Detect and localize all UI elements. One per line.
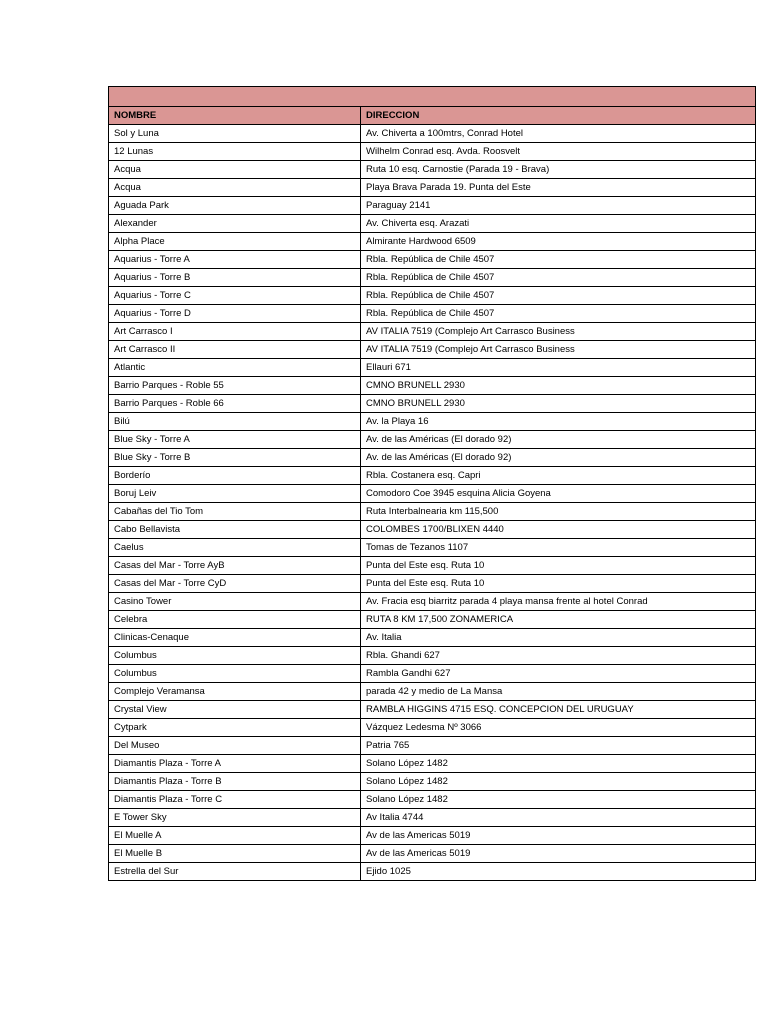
table-row xyxy=(109,377,756,395)
spreadsheet xyxy=(108,86,755,881)
cell-nombre: Art Carrasco II xyxy=(109,341,361,359)
header-row xyxy=(109,107,756,125)
table-row xyxy=(109,395,756,413)
cell-nombre: Barrio Parques - Roble 66 xyxy=(109,395,361,413)
cell-direccion: Ruta Interbalnearia km 115,500 xyxy=(361,503,756,521)
cell-direccion: Rbla. República de Chile 4507 xyxy=(361,287,756,305)
cell-direccion: Wilhelm Conrad esq. Avda. Roosvelt xyxy=(361,143,756,161)
table-row xyxy=(109,485,756,503)
table-row xyxy=(109,701,756,719)
table-row xyxy=(109,449,756,467)
cell-nombre: Alexander xyxy=(109,215,361,233)
cell-nombre: Alpha Place xyxy=(109,233,361,251)
cell-nombre: Diamantis Plaza - Torre C xyxy=(109,791,361,809)
cell-nombre: Diamantis Plaza - Torre A xyxy=(109,755,361,773)
table-row xyxy=(109,503,756,521)
cell-nombre: El Muelle B xyxy=(109,845,361,863)
cell-direccion: Paraguay 2141 xyxy=(361,197,756,215)
cell-direccion: Av. Fracia esq biarritz parada 4 playa mansa frente al hotel Conrad xyxy=(361,593,756,611)
cell-direccion: Av. de las Américas (El dorado 92) xyxy=(361,449,756,467)
column-header-direccion: DIRECCION xyxy=(361,107,756,125)
cell-nombre: Diamantis Plaza - Torre B xyxy=(109,773,361,791)
cell-direccion: Rbla. Costanera esq. Capri xyxy=(361,467,756,485)
cell-direccion: Av Italia 4744 xyxy=(361,809,756,827)
cell-direccion: Comodoro Coe 3945 esquina Alicia Goyena xyxy=(361,485,756,503)
table-title xyxy=(109,87,756,107)
cell-nombre: Cabo Bellavista xyxy=(109,521,361,539)
cell-nombre: Atlantic xyxy=(109,359,361,377)
cell-direccion: Rbla. Ghandi 627 xyxy=(361,647,756,665)
table-row xyxy=(109,359,756,377)
cell-direccion: Ruta 10 esq. Carnostie (Parada 19 - Brava) xyxy=(361,161,756,179)
table-row xyxy=(109,755,756,773)
table-row xyxy=(109,161,756,179)
title-row xyxy=(109,87,756,107)
cell-direccion: Av. Chiverta a 100mtrs, Conrad Hotel xyxy=(361,125,756,143)
cell-nombre: Caelus xyxy=(109,539,361,557)
table-row xyxy=(109,557,756,575)
cell-nombre: Blue Sky - Torre B xyxy=(109,449,361,467)
cell-direccion: CMNO BRUNELL 2930 xyxy=(361,377,756,395)
cell-nombre: Casas del Mar - Torre CyD xyxy=(109,575,361,593)
table-row xyxy=(109,413,756,431)
table-row xyxy=(109,719,756,737)
table-row xyxy=(109,143,756,161)
table-row xyxy=(109,629,756,647)
cell-nombre: Borderío xyxy=(109,467,361,485)
cell-direccion: Av de las Americas 5019 xyxy=(361,845,756,863)
cell-direccion: Av. de las Américas (El dorado 92) xyxy=(361,431,756,449)
cell-nombre: Aquarius - Torre C xyxy=(109,287,361,305)
cell-direccion: Av. la Playa 16 xyxy=(361,413,756,431)
cell-direccion: Tomas de Tezanos 1107 xyxy=(361,539,756,557)
cell-direccion: Ejido 1025 xyxy=(361,863,756,881)
cell-nombre: Crystal View xyxy=(109,701,361,719)
table-row xyxy=(109,539,756,557)
cell-nombre: Columbus xyxy=(109,647,361,665)
table-row xyxy=(109,323,756,341)
table-row xyxy=(109,665,756,683)
cell-nombre: Acqua xyxy=(109,161,361,179)
cell-nombre: Sol y Luna xyxy=(109,125,361,143)
cell-nombre: Casas del Mar - Torre AyB xyxy=(109,557,361,575)
cell-direccion: Rambla Gandhi 627 xyxy=(361,665,756,683)
cell-direccion: Rbla. República de Chile 4507 xyxy=(361,269,756,287)
table-row xyxy=(109,431,756,449)
cell-nombre: Columbus xyxy=(109,665,361,683)
table-row xyxy=(109,233,756,251)
table-row xyxy=(109,575,756,593)
cell-direccion: Patria 765 xyxy=(361,737,756,755)
cell-direccion: Almirante Hardwood 6509 xyxy=(361,233,756,251)
cell-direccion: Punta del Este esq. Ruta 10 xyxy=(361,557,756,575)
table-row xyxy=(109,269,756,287)
table-row xyxy=(109,845,756,863)
table-row xyxy=(109,197,756,215)
table-row xyxy=(109,593,756,611)
cell-direccion: parada 42 y medio de La Mansa xyxy=(361,683,756,701)
cell-nombre: Bilú xyxy=(109,413,361,431)
table-row xyxy=(109,791,756,809)
cell-direccion: RAMBLA HIGGINS 4715 ESQ. CONCEPCION DEL URUGUAY xyxy=(361,701,756,719)
cell-nombre: Cabañas del Tio Tom xyxy=(109,503,361,521)
cell-direccion: Av. Chiverta esq. Arazati xyxy=(361,215,756,233)
cell-direccion: Solano López 1482 xyxy=(361,791,756,809)
table-row xyxy=(109,305,756,323)
cell-direccion: AV ITALIA 7519 (Complejo Art Carrasco Business xyxy=(361,341,756,359)
table-row xyxy=(109,467,756,485)
table-row xyxy=(109,287,756,305)
cell-nombre: Estrella del Sur xyxy=(109,863,361,881)
cell-nombre: Acqua xyxy=(109,179,361,197)
cell-nombre: Aquarius - Torre D xyxy=(109,305,361,323)
table-body xyxy=(109,125,756,881)
table-row xyxy=(109,215,756,233)
table-row xyxy=(109,125,756,143)
cell-nombre: Art Carrasco I xyxy=(109,323,361,341)
cell-direccion: Av. Italia xyxy=(361,629,756,647)
table-row xyxy=(109,773,756,791)
table-row xyxy=(109,737,756,755)
cell-direccion: CMNO BRUNELL 2930 xyxy=(361,395,756,413)
table-row xyxy=(109,179,756,197)
table-row xyxy=(109,251,756,269)
cell-direccion: Solano López 1482 xyxy=(361,755,756,773)
buildings-table xyxy=(108,86,756,881)
cell-nombre: Del Museo xyxy=(109,737,361,755)
cell-nombre: Barrio Parques - Roble 55 xyxy=(109,377,361,395)
table-row xyxy=(109,809,756,827)
cell-direccion: Vázquez Ledesma Nº 3066 xyxy=(361,719,756,737)
table-row xyxy=(109,863,756,881)
table-row xyxy=(109,683,756,701)
cell-direccion: COLOMBES 1700/BLIXEN 4440 xyxy=(361,521,756,539)
cell-nombre: Casino Tower xyxy=(109,593,361,611)
cell-direccion: AV ITALIA 7519 (Complejo Art Carrasco Business xyxy=(361,323,756,341)
table-row xyxy=(109,341,756,359)
cell-nombre: Aquarius - Torre A xyxy=(109,251,361,269)
cell-nombre: Clinicas-Cenaque xyxy=(109,629,361,647)
cell-nombre: Boruj Leiv xyxy=(109,485,361,503)
cell-nombre: Aguada Park xyxy=(109,197,361,215)
cell-direccion: RUTA 8 KM 17,500 ZONAMERICA xyxy=(361,611,756,629)
cell-direccion: Rbla. República de Chile 4507 xyxy=(361,251,756,269)
table-row xyxy=(109,647,756,665)
cell-direccion: Punta del Este esq. Ruta 10 xyxy=(361,575,756,593)
cell-nombre: El Muelle A xyxy=(109,827,361,845)
column-header-nombre: NOMBRE xyxy=(109,107,361,125)
cell-direccion: Ellauri 671 xyxy=(361,359,756,377)
table-row xyxy=(109,827,756,845)
cell-direccion: Solano López 1482 xyxy=(361,773,756,791)
cell-direccion: Playa Brava Parada 19. Punta del Este xyxy=(361,179,756,197)
cell-nombre: E Tower Sky xyxy=(109,809,361,827)
cell-direccion: Av de las Americas 5019 xyxy=(361,827,756,845)
cell-nombre: Cytpark xyxy=(109,719,361,737)
cell-direccion: Rbla. República de Chile 4507 xyxy=(361,305,756,323)
table-row xyxy=(109,611,756,629)
cell-nombre: 12 Lunas xyxy=(109,143,361,161)
cell-nombre: Blue Sky - Torre A xyxy=(109,431,361,449)
table-row xyxy=(109,521,756,539)
cell-nombre: Complejo Veramansa xyxy=(109,683,361,701)
cell-nombre: Aquarius - Torre B xyxy=(109,269,361,287)
cell-nombre: Celebra xyxy=(109,611,361,629)
